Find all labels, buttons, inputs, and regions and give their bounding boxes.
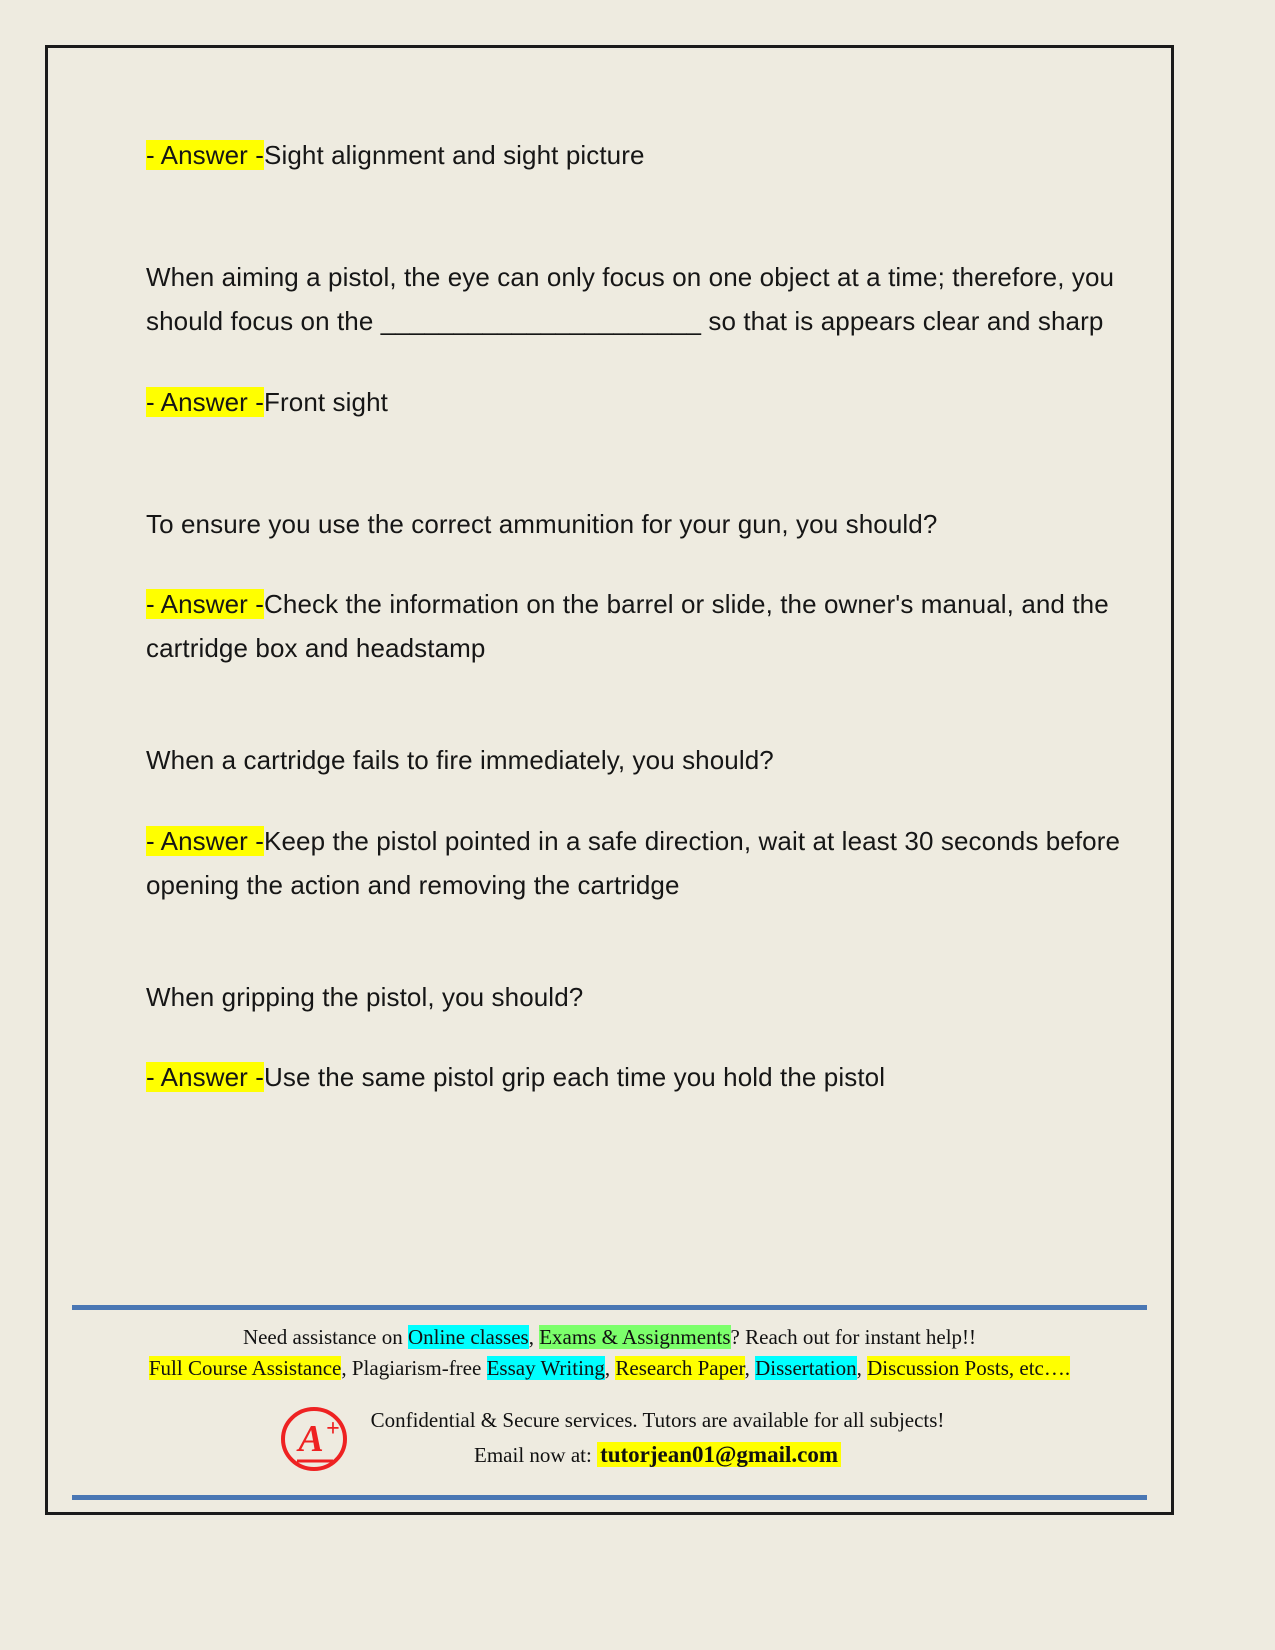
qa-block: [146, 133, 1123, 177]
qa-block: [146, 255, 1123, 424]
footer-discussion-posts: Discussion Posts, etc….: [867, 1355, 1071, 1380]
qa-block: [146, 975, 1123, 1099]
document-page: [45, 45, 1174, 1515]
footer-sep: ,: [604, 1355, 616, 1380]
answer-text: Use the same pistol grip each time you hold the pistol: [264, 1062, 886, 1093]
svg-text:+: +: [325, 1416, 340, 1442]
footer-line-1: [72, 1322, 1147, 1352]
spacer: [146, 793, 1123, 819]
footer-email-address[interactable]: tutorjean01@gmail.com: [597, 1442, 841, 1467]
question-text: When a cartridge fails to fire immediately, you should?: [146, 745, 774, 776]
footer-exams-assignments: Exams & Assignments: [539, 1325, 731, 1350]
answer-prefix: - Answer -: [146, 1062, 265, 1093]
footer-full-course: Full Course Assistance: [148, 1355, 342, 1380]
a-plus-grade-icon: [275, 1403, 353, 1475]
question-text: When gripping the pistol, you should?: [146, 981, 584, 1012]
answer-text: Sight alignment and sight picture: [264, 140, 645, 170]
spacer: [146, 354, 1123, 380]
answer-line: [146, 380, 1123, 424]
answer-prefix: - Answer -: [146, 386, 265, 417]
footer-sep: ,: [744, 1355, 756, 1380]
footer-sep: ,: [856, 1355, 868, 1380]
footer: [72, 1305, 1147, 1500]
document-content: [146, 133, 1123, 1099]
footer-promo: [72, 1310, 1147, 1389]
footer-contact: [72, 1389, 1147, 1491]
svg-text:A: A: [297, 1418, 324, 1460]
question-text: When aiming a pistol, the eye can only focus on one object at a time; therefore, you should focus on the ______________________ so that is appears clear and sharp: [146, 262, 1115, 337]
spacer: [146, 424, 1123, 502]
answer-text: Check the information on the barrel or slide, the owner's manual, and the cartridge box and headstamp: [146, 588, 1109, 664]
answer-line: [146, 582, 1123, 670]
footer-email-label: Email now at:: [474, 1443, 592, 1468]
spacer: [146, 670, 1123, 738]
footer-sep: , Plagiarism-free: [341, 1355, 487, 1380]
answer-text: Front sight: [264, 386, 388, 417]
footer-line1-suffix: ? Reach out for instant help!!: [730, 1325, 977, 1350]
answer-line: [146, 819, 1123, 907]
footer-online-classes: Online classes: [407, 1325, 529, 1350]
qa-block: [146, 738, 1123, 907]
qa-block: [146, 502, 1123, 671]
footer-email-line: [371, 1437, 945, 1474]
answer-line: [146, 133, 1123, 177]
answer-text: Keep the pistol pointed in a safe direction, wait at least 30 seconds before opening the action and removing the cartridge: [146, 825, 1121, 900]
footer-line1-prefix: Need assistance on: [242, 1325, 408, 1350]
footer-dissertation: Dissertation: [755, 1355, 857, 1380]
footer-essay-writing: Essay Writing: [486, 1355, 605, 1380]
footer-research-paper: Research Paper: [615, 1355, 745, 1380]
answer-prefix: - Answer -: [146, 825, 265, 856]
spacer: [146, 907, 1123, 975]
footer-confidential: Confidential & Secure services. Tutors are available for all subjects!: [370, 1407, 945, 1432]
footer-contact-text: [371, 1404, 945, 1474]
spacer: [146, 556, 1123, 582]
spacer: [146, 1029, 1123, 1055]
answer-prefix: - Answer -: [146, 588, 265, 619]
answer-prefix: - Answer -: [146, 140, 265, 170]
footer-bottom-divider: [72, 1495, 1147, 1500]
question-text: To ensure you use the correct ammunition for your gun, you should?: [146, 508, 938, 539]
footer-sep: ,: [528, 1325, 540, 1350]
spacer: [146, 177, 1123, 255]
answer-line: [146, 1055, 1123, 1099]
footer-line-2: [72, 1353, 1147, 1383]
